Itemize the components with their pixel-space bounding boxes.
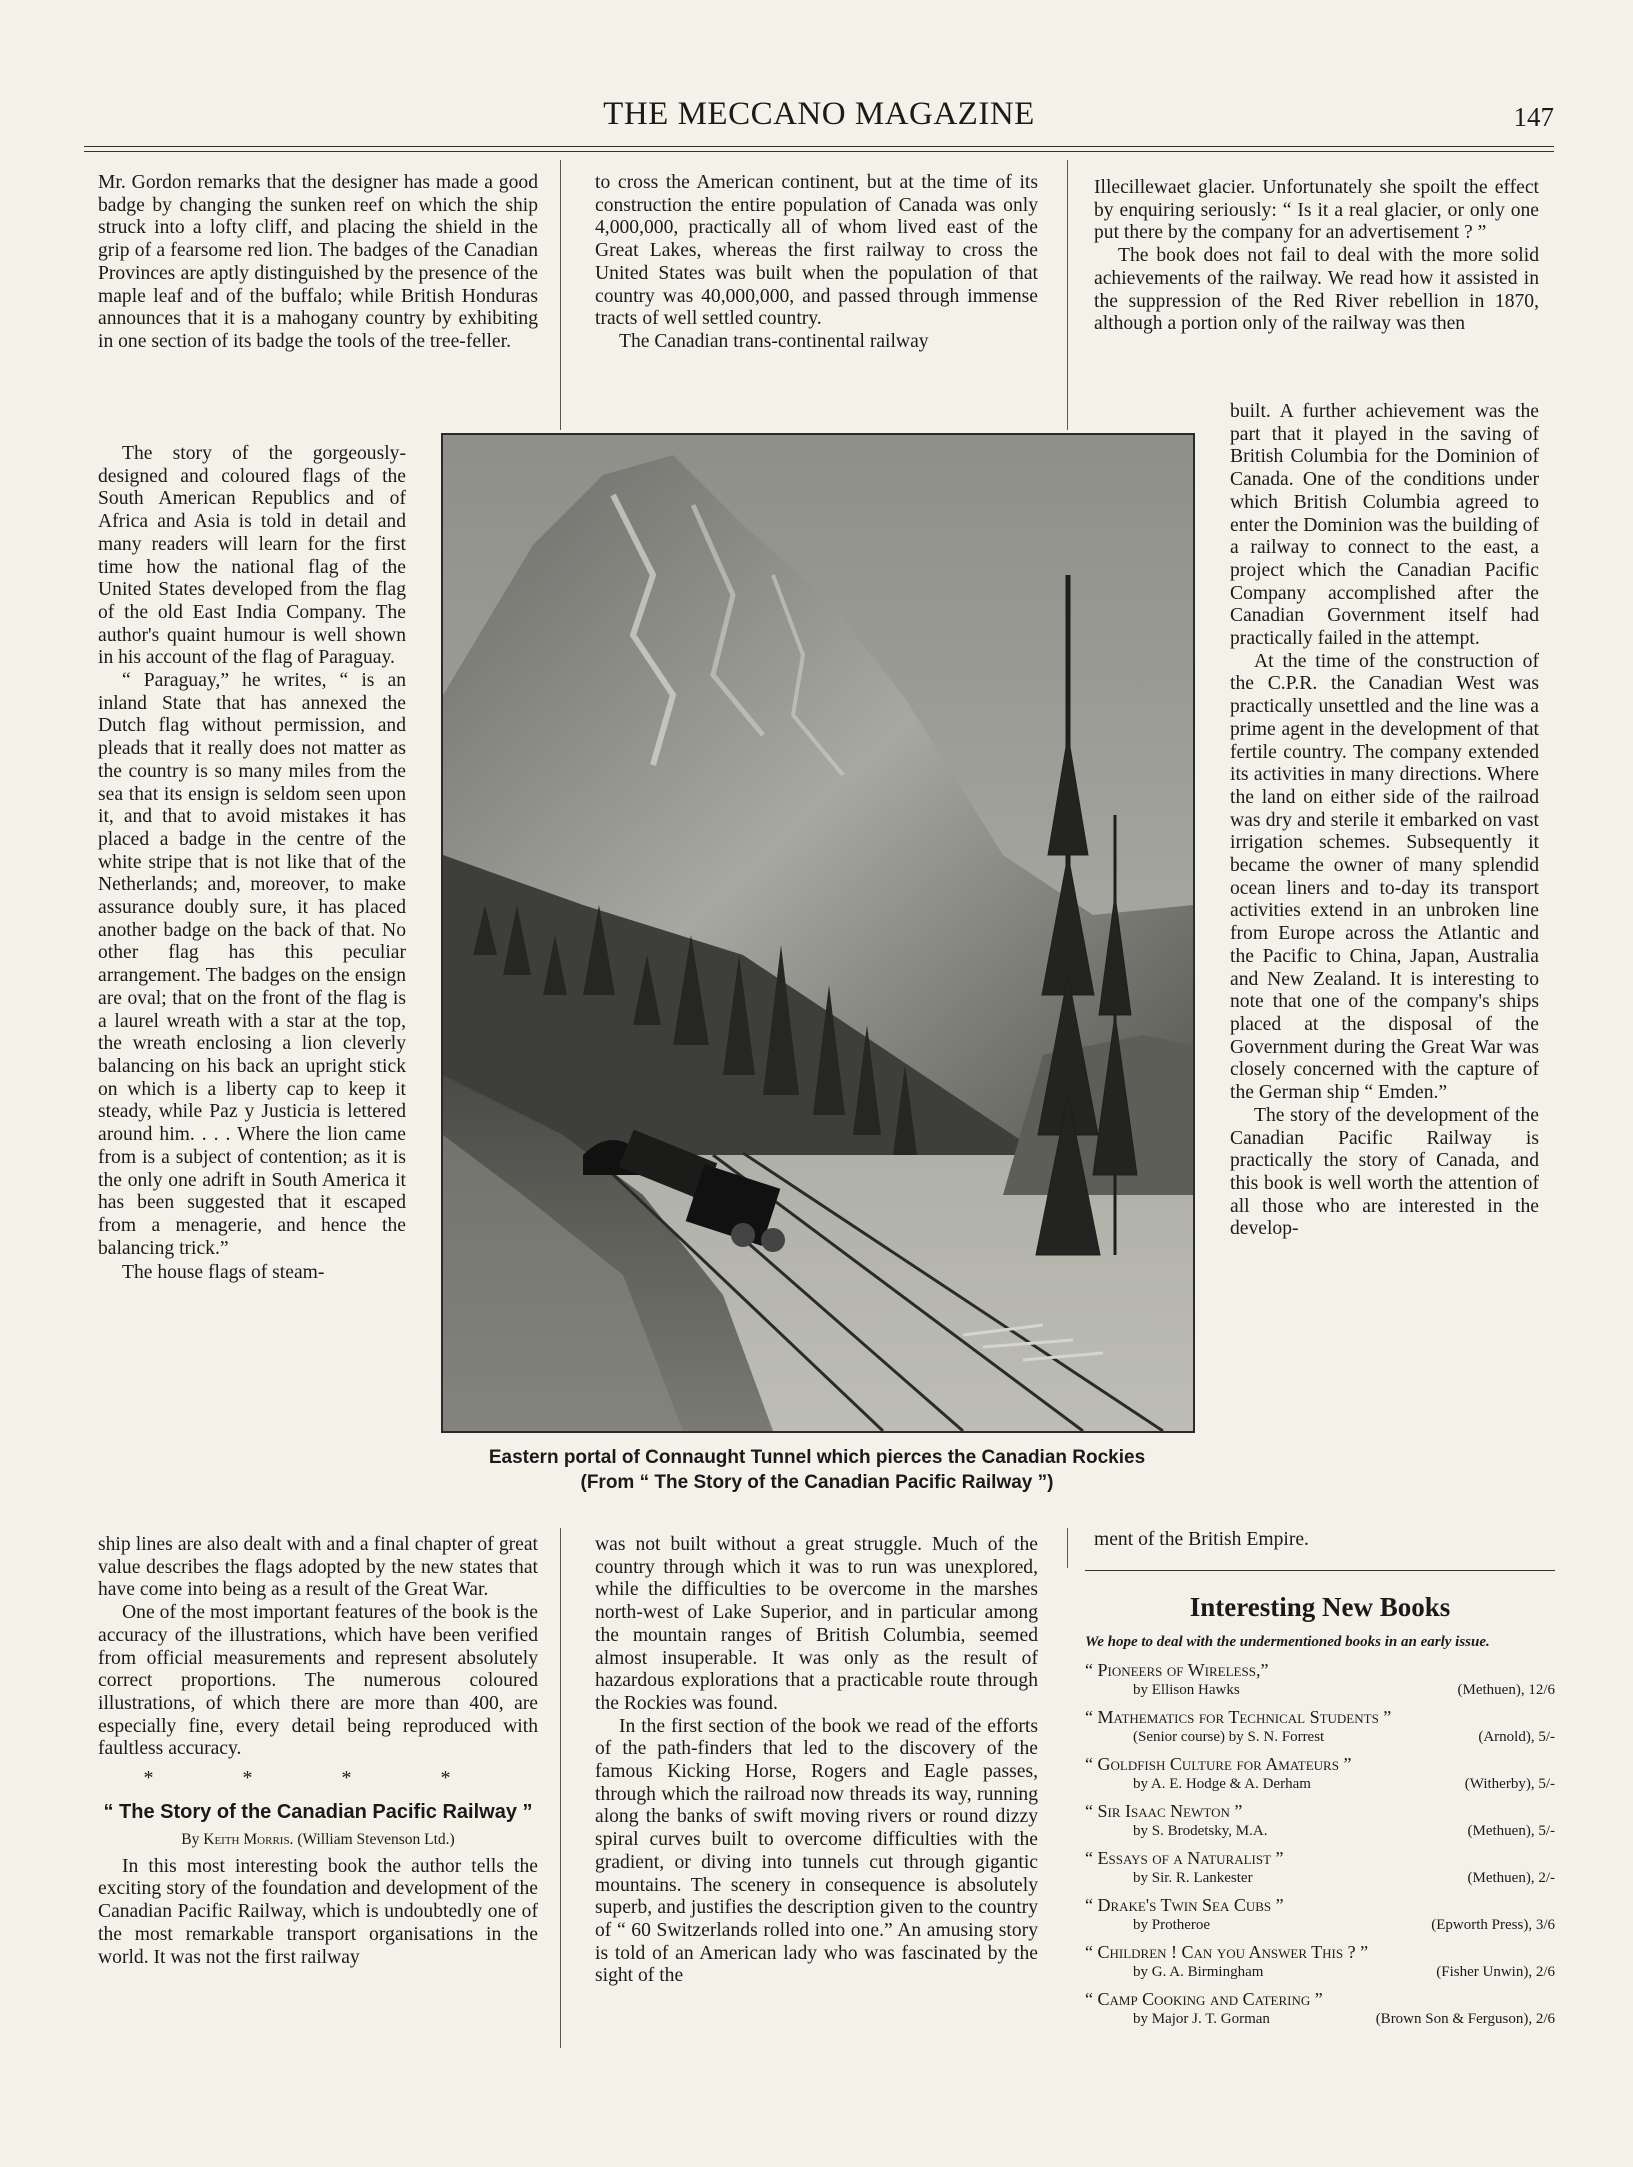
column-divider: [560, 160, 561, 430]
paragraph: Illecillewaet glacier. Unfortunately she spoilt the effect by enquiring seriously: “ Is it a real glacier, or only one put there by the company for an advertisement ? ”: [1094, 177, 1539, 244]
column-3-top: [1094, 177, 1539, 336]
book-list-item: [1085, 1941, 1555, 1982]
byline-by: By: [181, 1830, 200, 1848]
column-1-narrow: [98, 443, 406, 1285]
book-author: by Ellison Hawks: [1133, 1682, 1240, 1698]
book-title: “ Pioneers of Wireless,”: [1085, 1660, 1269, 1680]
book-author-line: [1085, 1681, 1555, 1700]
book-title: “ Essays of a Naturalist ”: [1085, 1848, 1284, 1868]
book-author-line: [1085, 1775, 1555, 1794]
book-author-line: [1085, 2010, 1555, 2029]
book-byline: [98, 1830, 538, 1850]
photo-caption: [432, 1445, 1202, 1495]
paragraph: In this most interesting book the author tells the exciting story of the foundation and development of the Canadian Pacific Railway, which is undoubtedly one of the most remarkable transport organisations in the world. It was not the first railway: [98, 1855, 538, 1968]
book-author-line: [1085, 1916, 1555, 1935]
paragraph: The story of the gorgeously-designed and coloured flags of the South American Republics and of Africa and Asia is told in detail and many readers will learn for the first time how the national flag of the United States developed from the flag of the old East India Company. The author's quaint humour is well shown in his account of the flag of Paraguay.: [98, 443, 406, 669]
book-publisher: (Brown Son & Ferguson), 2/6: [1375, 2011, 1555, 2027]
book-author: by Major J. T. Gorman: [1133, 2011, 1270, 2027]
book-title: “ Goldfish Culture for Amateurs ”: [1085, 1754, 1352, 1774]
book-list-item: [1085, 1988, 1555, 2029]
paragraph: The book does not fail to deal with the more solid achievements of the railway. We read how it assisted in the suppression of the Red River rebellion in 1870, although a portion only of the railway was then: [1094, 245, 1539, 335]
book-author-line: [1085, 1728, 1555, 1747]
book-list-item: [1085, 1659, 1555, 1700]
page-header: [84, 96, 1554, 146]
book-title: “ Children ! Can you Answer This ? ”: [1085, 1942, 1369, 1962]
book-publisher: (Methuen), 12/6: [1457, 1682, 1555, 1698]
column-divider: [1067, 160, 1068, 430]
column-1-top: [98, 172, 538, 354]
book-publisher: (Methuen), 5/-: [1467, 1823, 1555, 1839]
column-divider: [1067, 1528, 1068, 1568]
page-number: 147: [1513, 102, 1554, 132]
section-separator: * * * *: [143, 1767, 493, 1790]
new-books-box: [1085, 1570, 1555, 2035]
book-author: by S. Brodetsky, M.A.: [1133, 1823, 1268, 1839]
book-author: by Protheroe: [1133, 1917, 1211, 1933]
book-list-item: [1085, 1753, 1555, 1794]
book-publisher: (Epworth Press), 3/6: [1431, 1917, 1555, 1933]
book-author: by G. A. Birmingham: [1133, 1964, 1264, 1980]
book-list-item: [1085, 1847, 1555, 1888]
railway-photograph: [441, 433, 1195, 1433]
byline-publisher: (William Stevenson Ltd.): [297, 1830, 455, 1848]
paragraph: “ Paraguay,” he writes, “ is an inland State that has annexed the Dutch flag without permission, and pleads that it really does not matter as the country is so many miles from the sea that its ensign is seldom seen upon it, and that to avoid mistakes it has placed a badge in the centre of the white stripe that is not like that of the Netherlands; and, moreover, to make assurance doubly sure, it has placed another badge on the back of that. No other flag has this peculiar arrangement. The badges on the ensign are oval; that on the front of the flag is a laurel wreath with a star at the top, the wreath enclosing a lion cleverly balancing on his back an upright stick on which is a liberty cap to keep it steady, while Paz y Justicia is lettered around him. . . . Where the lion came from is a subject of contention; as it is the only one adrift in South America it has been suggested that it escaped from a menagerie, and hence the balancing trick.”: [98, 670, 406, 1259]
byline-author: Keith Morris.: [203, 1830, 294, 1848]
caption-line-2: (From “ The Story of the Canadian Pacific Railway ”): [580, 1472, 1054, 1493]
column-3-bottom: [1094, 1529, 1539, 1552]
book-publisher: (Arnold), 5/-: [1478, 1729, 1555, 1745]
caption-line-1: Eastern portal of Connaught Tunnel which pierces the Canadian Rockies: [488, 1447, 1146, 1468]
paragraph: Mr. Gordon remarks that the designer has made a good badge by changing the sunken reef on which the ship struck into a lofty cliff, and placing the shield in the grip of a fearsome red lion. The badges of the Canadian Provinces are aptly distinguished by the presence of the maple leaf and of the buffalo; while British Honduras announces that it is a mahogany country by exhibiting in one section of its badge the tools of the tree-feller.: [98, 172, 538, 352]
paragraph: One of the most important features of the book is the accuracy of the illustrations, which have been verified from official measurements and represent absolutely correct proportions. The numerous coloured illustrations, of which there are more than 400, are especially fine, every detail being reproduced with faultless accuracy.: [98, 1602, 538, 1760]
paragraph: ship lines are also dealt with and a final chapter of great value describes the flags adopted by the new states that have come into being as a result of the Great War.: [98, 1534, 538, 1601]
paragraph: The story of the development of the Canadian Pacific Railway is practically the story of Canada, and this book is well worth the attention of all those who are interested in the develop-: [1230, 1104, 1539, 1240]
book-title: “ Mathematics for Technical Students ”: [1085, 1707, 1392, 1727]
new-books-intro: We hope to deal with the undermentioned books in an early issue.: [1085, 1634, 1490, 1650]
book-title: “ Sir Isaac Newton ”: [1085, 1801, 1243, 1821]
book-author-line: [1085, 1822, 1555, 1841]
header-rule: [84, 146, 1554, 147]
column-2-top: [595, 172, 1038, 354]
new-books-heading: Interesting New Books: [1189, 1592, 1451, 1622]
book-author-line: [1085, 1963, 1555, 1982]
column-3-narrow: [1230, 401, 1539, 1241]
paragraph: The Canadian trans-continental railway: [619, 330, 929, 352]
book-publisher: (Methuen), 2/-: [1467, 1870, 1555, 1886]
book-title: “ Drake's Twin Sea Cubs ”: [1085, 1895, 1284, 1915]
book-list: [1085, 1659, 1555, 2029]
book-publisher: (Fisher Unwin), 2/6: [1436, 1964, 1555, 1980]
book-title: “ Camp Cooking and Catering ”: [1085, 1989, 1323, 2009]
column-2-bottom: [595, 1534, 1038, 1988]
paragraph: At the time of the construction of the C.P.R. the Canadian West was practically unsettled and the line was a prime agent in the development of that fertile country. The company extended its activities in many directions. Where the land on either side of the railroad was dry and sterile it embarked on vast irrigation schemes. Subsequently it became the owner of many splendid ocean liners and to-day its transport activities extend in an unbroken line from Europe across the Atlantic and the Pacific to China, Japan, Australia and New Zealand. It is interesting to note that one of the company's ships placed at the disposal of the Government during the Great War was closely concerned with the capture of the German ship “ Emden.”: [1230, 650, 1539, 1104]
paragraph: built. A further achievement was the part that it played in the saving of British Columbia for the Dominion of Canada. One of the conditions under which British Columbia agreed to enter the Dominion was the building of a railway to connect to the east, a project which the Canadian Pacific Company accomplished after the Canadian Government itself had practically failed in the attempt.: [1230, 401, 1539, 650]
book-list-item: [1085, 1800, 1555, 1841]
column-divider: [560, 1528, 561, 2048]
book-list-item: [1085, 1894, 1555, 1935]
book-author-line: [1085, 1869, 1555, 1888]
paragraph: The house flags of steam-: [122, 1262, 325, 1284]
book-publisher: (Witherby), 5/-: [1464, 1776, 1555, 1792]
header-rule-2: [84, 151, 1554, 152]
magazine-title: THE MECCANO MAGAZINE: [603, 96, 1035, 132]
column-1-bottom: [98, 1534, 538, 1969]
book-author: (Senior course) by S. N. Forrest: [1133, 1729, 1325, 1745]
paragraph: ment of the British Empire.: [1094, 1529, 1309, 1550]
book-review-heading: “ The Story of the Canadian Pacific Railway ”: [103, 1800, 533, 1823]
book-author: by Sir. R. Lankester: [1133, 1870, 1253, 1886]
paragraph: In the first section of the book we read of the efforts of the path-finders that led to the discovery of the famous Kicking Horse, Rogers and Eagle passes, through which the railroad now threads its way, running along the banks of swift moving rivers or round dizzy spiral curves built to overcome difficulties with the gradient, or diving into tunnels cut through gigantic mountains. The scenery in consequence is absolutely superb, and justifies the description given to the country of “ 60 Switzerlands rolled into one.” An amusing story is told of an American lady who was fascinated by the sight of the: [595, 1715, 1038, 1987]
book-author: by A. E. Hodge & A. Derham: [1133, 1776, 1311, 1792]
paragraph: to cross the American continent, but at the time of its construction the entire population of Canada was only 4,000,000, practically all of whom lived east of the Great Lakes, whereas the first railway to cross the United States was built when the population of that country was 40,000,000, and passed through immense tracts of well settled country.: [595, 172, 1038, 330]
paragraph: was not built without a great struggle. Much of the country through which it was to run was unexplored, while the difficulties to be overcome in the marshes north-west of Lake Superior, and in particular among the mountain ranges of British Columbia, seemed almost insuperable. It was only as the result of hazardous explorations that a practicable route through the Rockies was found.: [595, 1534, 1038, 1714]
book-list-item: [1085, 1706, 1555, 1747]
mountain-railway-illustration: [443, 435, 1193, 1431]
